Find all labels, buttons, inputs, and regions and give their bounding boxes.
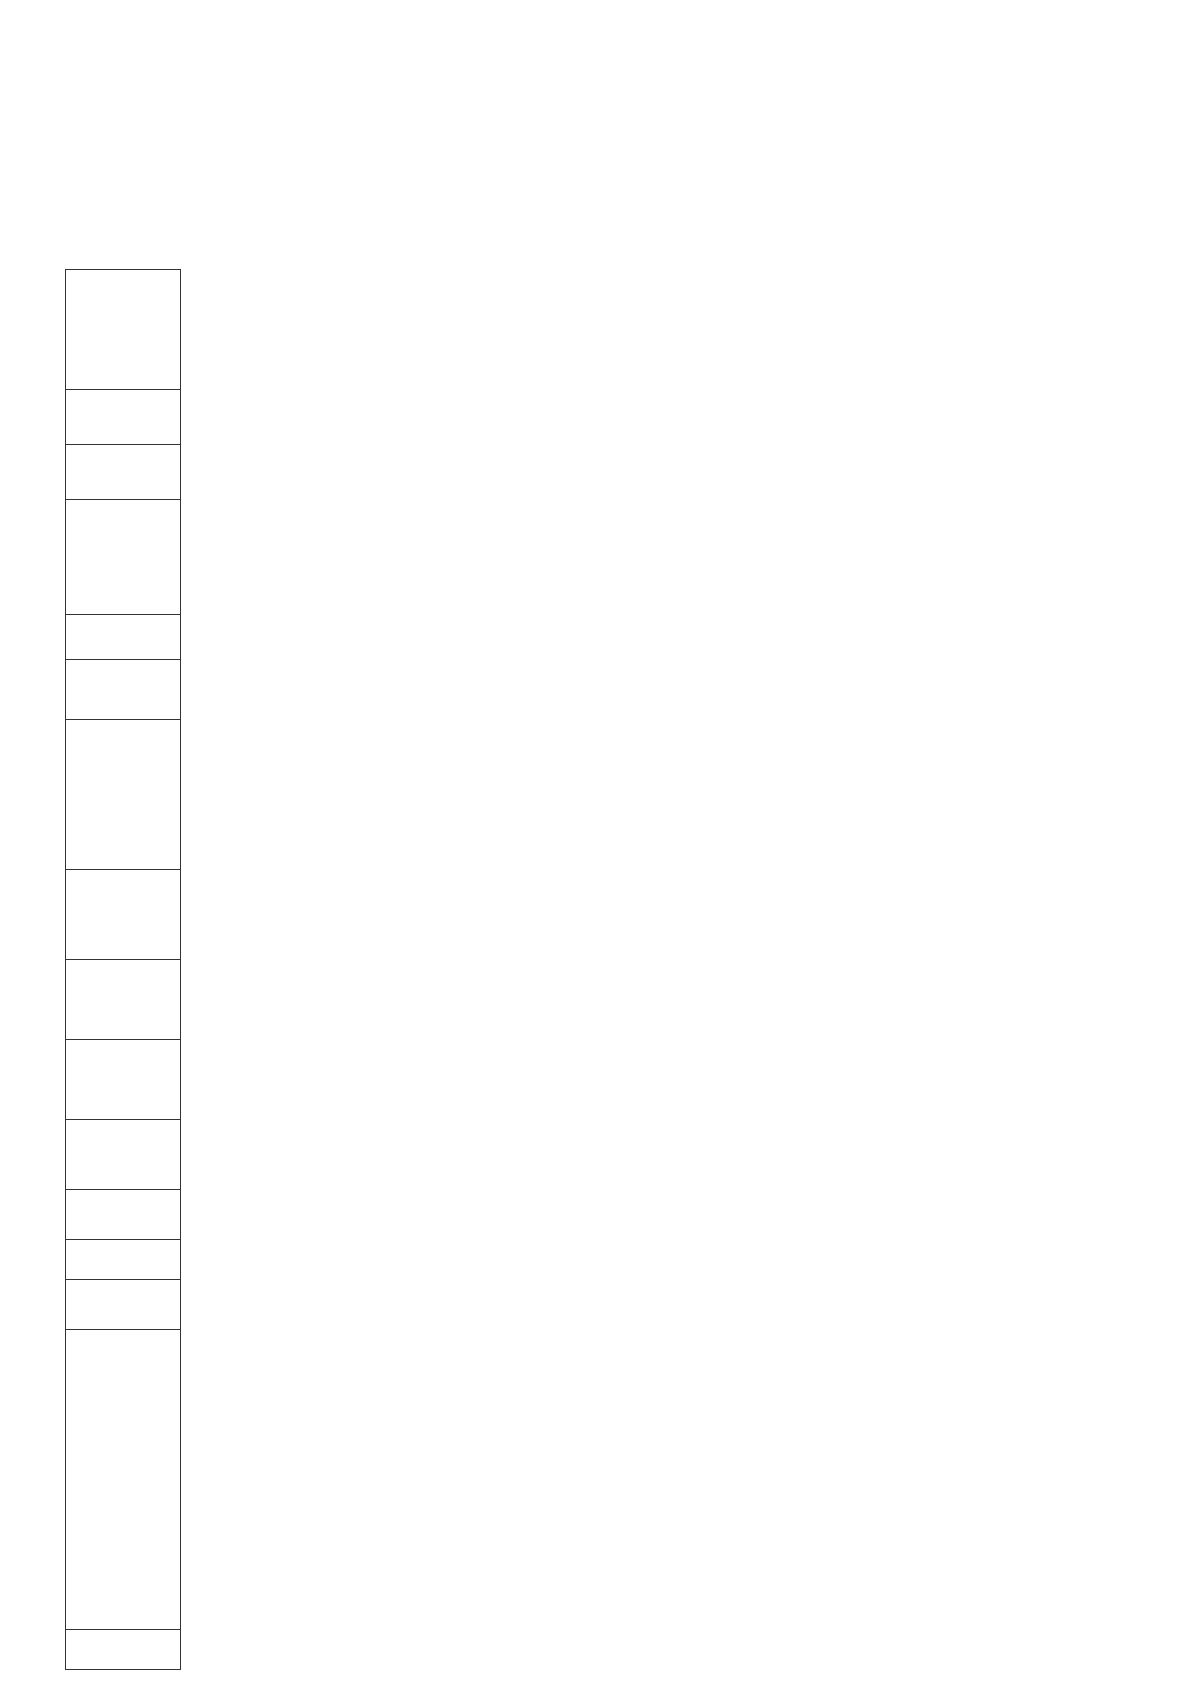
header-end-date xyxy=(66,390,181,445)
header-unit xyxy=(66,615,181,660)
header-year-commissioned xyxy=(66,1280,181,1330)
header-floors xyxy=(66,1240,181,1280)
header-address xyxy=(66,1330,181,1630)
header-volume xyxy=(66,660,181,720)
header-max-cost xyxy=(66,270,181,390)
header-wall-material xyxy=(66,1120,181,1190)
header-entrances xyxy=(66,1190,181,1240)
header-cost xyxy=(66,500,181,615)
header-works-list xyxy=(66,720,181,870)
repair-plan-table xyxy=(65,269,181,1670)
table-header xyxy=(66,270,181,1670)
header-no xyxy=(66,1630,181,1670)
header-area-premises xyxy=(66,960,181,1040)
header-area-total xyxy=(66,1040,181,1120)
header-row xyxy=(66,270,181,1670)
header-residents xyxy=(66,870,181,960)
header-repair-year xyxy=(66,445,181,500)
rotated-sheet xyxy=(25,30,1175,1670)
